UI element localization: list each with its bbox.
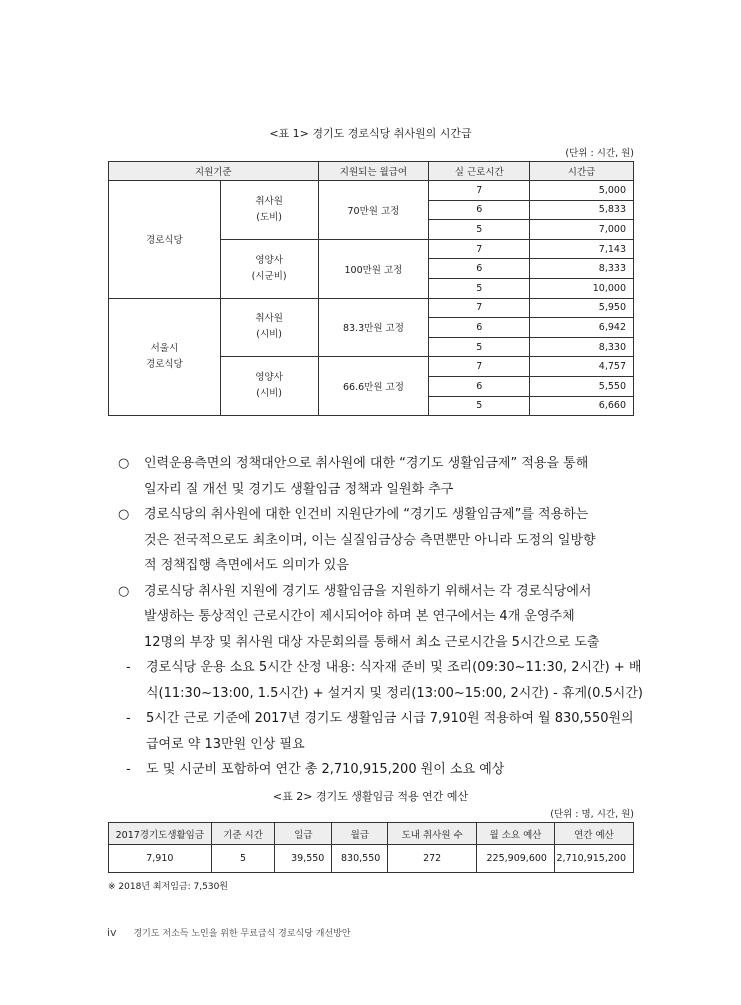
hourly-wage-cell: 4,757 [530, 357, 634, 377]
hourly-wage-cell: 6,942 [530, 318, 634, 338]
paragraph-line: 경로식당의 취사원에 대한 인건비 지원단가에 “경기도 생활임금제”를 적용하는 [144, 507, 589, 522]
hourly-wage-cell: 6,660 [530, 396, 634, 416]
circle-bullet-icon: ○ [118, 583, 130, 599]
paragraph-line: 급여로 약 13만원 인상 필요 [146, 736, 305, 752]
page-footer [107, 926, 351, 939]
table-row [109, 298, 634, 318]
monthly-cell: 70만원 고정 [318, 181, 429, 240]
table1-header-cell: 지원기준 [109, 162, 319, 181]
role-cell [220, 239, 318, 298]
hourly-wage-cell: 5,000 [530, 181, 634, 201]
table2-caption: <표 2> 경기도 생활임금 적용 연간 예산 [272, 790, 469, 803]
table2-cell: 225,909,600 [477, 845, 555, 873]
bullet-item [118, 579, 636, 656]
fund-label: (도비) [256, 211, 283, 223]
body-text [118, 451, 643, 783]
hours-cell: 7 [429, 298, 530, 318]
table2-header-cell: 2017경기도생활임금 [109, 823, 212, 845]
dash-bullet-icon: - [126, 711, 131, 726]
fund-label: (시비) [256, 329, 283, 341]
footnote: ※ 2018년 최저임금: 7,530원 [108, 882, 228, 892]
paragraph-line: 인력운용측면의 정책대안으로 취사원에 대한 “경기도 생활임금제” 적용을 통해 [144, 456, 589, 471]
hourly-wage-cell: 7,143 [530, 239, 634, 259]
table-row [109, 845, 634, 873]
table1-header-cell: 시간급 [530, 162, 634, 181]
table2-header-row [109, 823, 634, 845]
table2-header-cell: 도내 취사원 수 [388, 823, 477, 845]
table1-header-cell: 실 근로시간 [429, 162, 530, 181]
hours-cell: 5 [429, 337, 530, 357]
role-cell [220, 298, 318, 357]
table2-header-cell: 일급 [275, 823, 332, 845]
table2-header-cell: 월 소요 예산 [477, 823, 555, 845]
table2-cell: 2,710,915,200 [554, 845, 633, 873]
paragraph-line: 적 정책집행 측면에서도 의미가 있음 [144, 558, 349, 573]
table2 [108, 822, 634, 873]
paragraph-line: 도 및 시군비 포함하여 연간 총 2,710,915,200 원이 소요 예상 [146, 762, 505, 777]
paragraph-line: 5시간 근로 기준에 2017년 경기도 생활임금 시급 7,910원 적용하여 월 830,550원의 [146, 711, 634, 726]
page-number: iv [107, 926, 117, 939]
table2-unit: (단위 : 명, 시간, 원) [550, 809, 634, 820]
hourly-wage-cell: 8,333 [530, 259, 634, 279]
paragraph-line: 것은 전국적으로도 최초이며, 이는 실질임금상승 측면뿐만 아니라 도정의 일방향 [144, 532, 596, 548]
paragraph-line: 경로식당 운용 소요 5시간 산정 내용: 식자재 준비 및 조리(09:30~11:30, 2시간) + 배 [146, 660, 642, 675]
paragraph-line: 일자리 질 개선 및 경기도 생활임금 정책과 일원화 추구 [144, 481, 454, 497]
dash-bullet-icon: - [126, 762, 131, 777]
place-label-line2: 경로식당 [146, 358, 183, 370]
hours-cell: 5 [429, 278, 530, 298]
role-cell [220, 357, 318, 416]
circle-bullet-icon: ○ [118, 507, 130, 522]
bullet-item [118, 451, 636, 502]
table1-header-row [109, 162, 634, 181]
paragraph-line: 발생하는 통상적인 근로시간이 제시되어야 하며 본 연구에서는 4개 운영주체 [144, 609, 575, 624]
hourly-wage-cell: 7,000 [530, 220, 634, 240]
role-label: 취사원 [255, 195, 283, 207]
circle-bullet-icon: ○ [118, 456, 130, 471]
table2-cell: 7,910 [109, 845, 212, 873]
hours-cell: 7 [429, 357, 530, 377]
table1-caption: <표 1> 경기도 경로식당 취사원의 시간급 [269, 127, 472, 140]
monthly-cell: 100만원 고정 [318, 239, 429, 298]
bullet-item [118, 502, 636, 579]
paragraph-line: 경로식당 취사원 지원에 경기도 생활임금을 지원하기 위해서는 각 경로식당에서 [144, 583, 592, 599]
place-label-line1: 서울시 [150, 342, 179, 354]
table2-header-cell: 연간 예산 [554, 823, 633, 845]
hours-cell: 7 [429, 239, 530, 259]
paragraph-line: 식(11:30~13:00, 1.5시간) + 설거지 및 정리(13:00~15:00, 2시간) - 휴게(0.5시간) [146, 685, 643, 701]
hours-cell: 6 [429, 318, 530, 338]
hourly-wage-cell: 5,833 [530, 200, 634, 220]
hours-cell: 6 [429, 376, 530, 396]
role-label: 영양사 [255, 254, 283, 266]
dash-item [126, 706, 636, 757]
hourly-wage-cell: 5,550 [530, 376, 634, 396]
hours-cell: 6 [429, 259, 530, 279]
hours-cell: 5 [429, 396, 530, 416]
hourly-wage-cell: 5,950 [530, 298, 634, 318]
place-cell [109, 298, 221, 416]
role-label: 영양사 [255, 372, 283, 384]
table2-cell: 39,550 [275, 845, 332, 873]
dash-bullet-icon: - [126, 660, 131, 675]
monthly-cell: 66.6만원 고정 [318, 357, 429, 416]
table2-header-cell: 기준 시간 [211, 823, 275, 845]
fund-label: (시비) [256, 388, 283, 400]
dash-item [126, 655, 643, 706]
table1 [108, 161, 634, 416]
hours-cell: 7 [429, 181, 530, 201]
document-title: 경기도 저소득 노인을 위한 무료급식 경로식당 개선방안 [133, 929, 351, 939]
hourly-wage-cell: 8,330 [530, 337, 634, 357]
table2-cell: 830,550 [332, 845, 388, 873]
paragraph-line: 12명의 부장 및 취사원 대상 자문회의를 통해서 최소 근로시간을 5시간으로 도출 [144, 634, 600, 650]
monthly-cell: 83.3만원 고정 [318, 298, 429, 357]
role-label: 취사원 [255, 313, 283, 325]
hours-cell: 6 [429, 200, 530, 220]
hours-cell: 5 [429, 220, 530, 240]
role-cell [220, 181, 318, 240]
table2-cell: 272 [388, 845, 477, 873]
table2-cell: 5 [211, 845, 275, 873]
dash-item [126, 757, 636, 783]
table2-header-cell: 월급 [332, 823, 388, 845]
fund-label: (시군비) [251, 270, 287, 282]
hourly-wage-cell: 10,000 [530, 278, 634, 298]
table-row [109, 181, 634, 201]
table1-unit: (단위 : 시간, 원) [565, 148, 634, 159]
table1-header-cell: 지원되는 월급여 [318, 162, 429, 181]
place-cell: 경로식당 [109, 181, 221, 299]
